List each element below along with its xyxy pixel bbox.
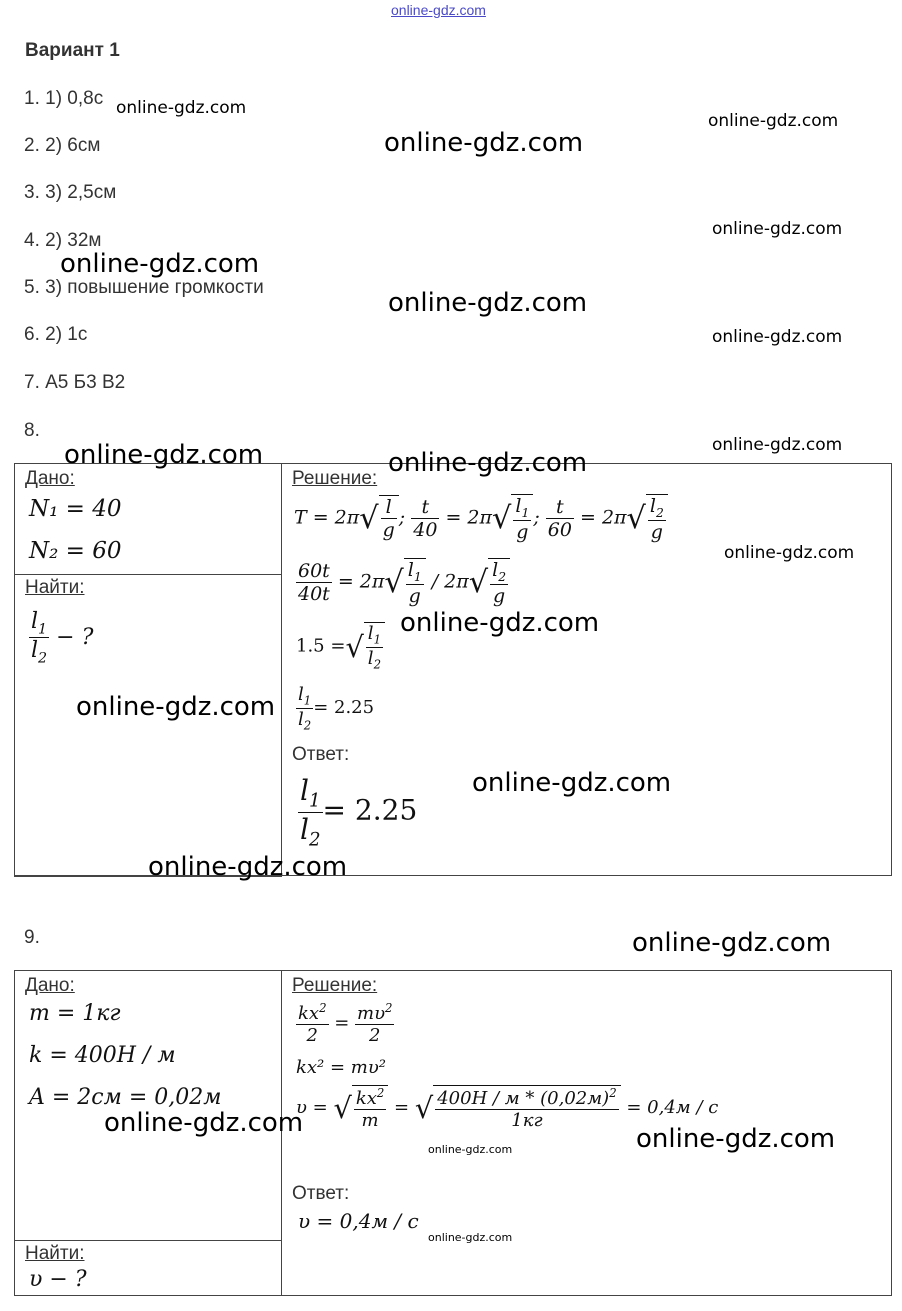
task8-solution-cell [281,464,893,876]
watermark-text: online-gdz.com [636,1124,836,1154]
watermark-text: online-gdz.com [116,98,247,118]
task8-number: 8. [24,420,40,441]
task8-formula-period: T = 2π√ $\frac{l}{g}$ ; $\frac{t}{40}$ = 2π√ $\frac{l_1}{g}$ ; $\frac{t}{60}$ = 2π√ $\frac{l_2}{g}$ [294,494,668,543]
task8-find-label: Найти: [25,577,85,598]
task8-given-n1: N₁ = 40 [29,496,122,522]
watermark-text: online-gdz.com [712,435,843,455]
answer-2: 2. 2) 6см [24,135,101,156]
answer-4: 4. 2) 32м [24,230,102,251]
task9-find-expr: υ − ? [29,1267,87,1292]
task8-table [14,463,892,876]
watermark-text: online-gdz.com [60,249,260,279]
task9-given-k: k = 400Н / м [29,1043,176,1068]
task9-solution-label: Решение: [292,975,378,996]
task8-formula-ratio: $\frac{60t}{40t}$ = 2π√ $\frac{l_1}{g}$ / 2π√ $\frac{l_2}{g}$ [296,558,510,607]
watermark-text: online-gdz.com [472,768,672,798]
page-title: Вариант 1 [25,40,120,61]
watermark-text: online-gdz.com [388,448,588,478]
task8-formula-result: $\frac{l_1}{l_2}$ = 2.25 [298,684,375,733]
task9-simplified-equation: kx² = mυ² [296,1057,387,1078]
watermark-text: online-gdz.com [400,608,600,638]
task8-given-label: Дано: [25,468,75,489]
site-link[interactable]: online-gdz.com [391,2,486,18]
watermark-text: online-gdz.com [632,928,832,958]
watermark-text: online-gdz.com [388,288,588,318]
task9-find-cell [14,1240,282,1296]
task9-answer-value: υ = 0,4м / с [298,1209,419,1233]
task8-given-cell [14,463,282,575]
task8-answer-label: Ответ: [292,744,350,765]
watermark-text: online-gdz.com [384,128,584,158]
answer-7: 7. А5 Б3 В2 [24,372,126,393]
answer-1: 1. 1) 0,8с [24,88,104,109]
task8-solution-label: Решение: [292,468,378,489]
task9-given-m: m = 1кг [29,1001,121,1026]
watermark-text: online-gdz.com [428,1143,513,1156]
task9-velocity-formula: υ = √ $\frac{kx^2}{m}$ = √ $\frac{400H / м * (0,02м)^2}{1кг}$ = 0,4м / с [296,1086,719,1131]
task9-given-a: A = 2см = 0,02м [29,1085,222,1110]
watermark-text: online-gdz.com [64,440,264,470]
answer-3: 3. 3) 2,5см [24,182,117,203]
task9-given-cell [14,970,282,1241]
watermark-text: online-gdz.com [148,852,348,882]
watermark-text: online-gdz.com [724,543,855,563]
watermark-text: online-gdz.com [76,692,276,722]
task8-formula-sqrt: 1.5 =√ $\frac{l_1}{l_2}$ [296,622,385,671]
task9-answer-label: Ответ: [292,1183,350,1204]
task8-answer-value: $\frac{l_1}{l_2}$ = 2.25 [300,774,418,851]
task9-given-label: Дано: [25,975,75,996]
task8-find-expr: $\frac{l_1}{l_2}$ − ? [31,609,94,667]
task9-energy-equation: $\frac{kx^2}{2}$ = $\frac{m\upsilon^2}{2}$ [298,1001,393,1046]
answer-6: 6. 2) 1с [24,324,88,345]
watermark-text: online-gdz.com [104,1108,304,1138]
watermark-text: online-gdz.com [708,111,839,131]
task8-find-cell [14,574,282,877]
watermark-text: online-gdz.com [712,219,843,239]
watermark-text: online-gdz.com [428,1231,513,1244]
task9-number: 9. [24,927,40,948]
task8-given-n2: N₂ = 60 [29,538,122,564]
watermark-text: online-gdz.com [712,327,843,347]
answer-5: 5. 3) повышение громкости [24,277,264,298]
task9-find-label: Найти: [25,1243,85,1264]
